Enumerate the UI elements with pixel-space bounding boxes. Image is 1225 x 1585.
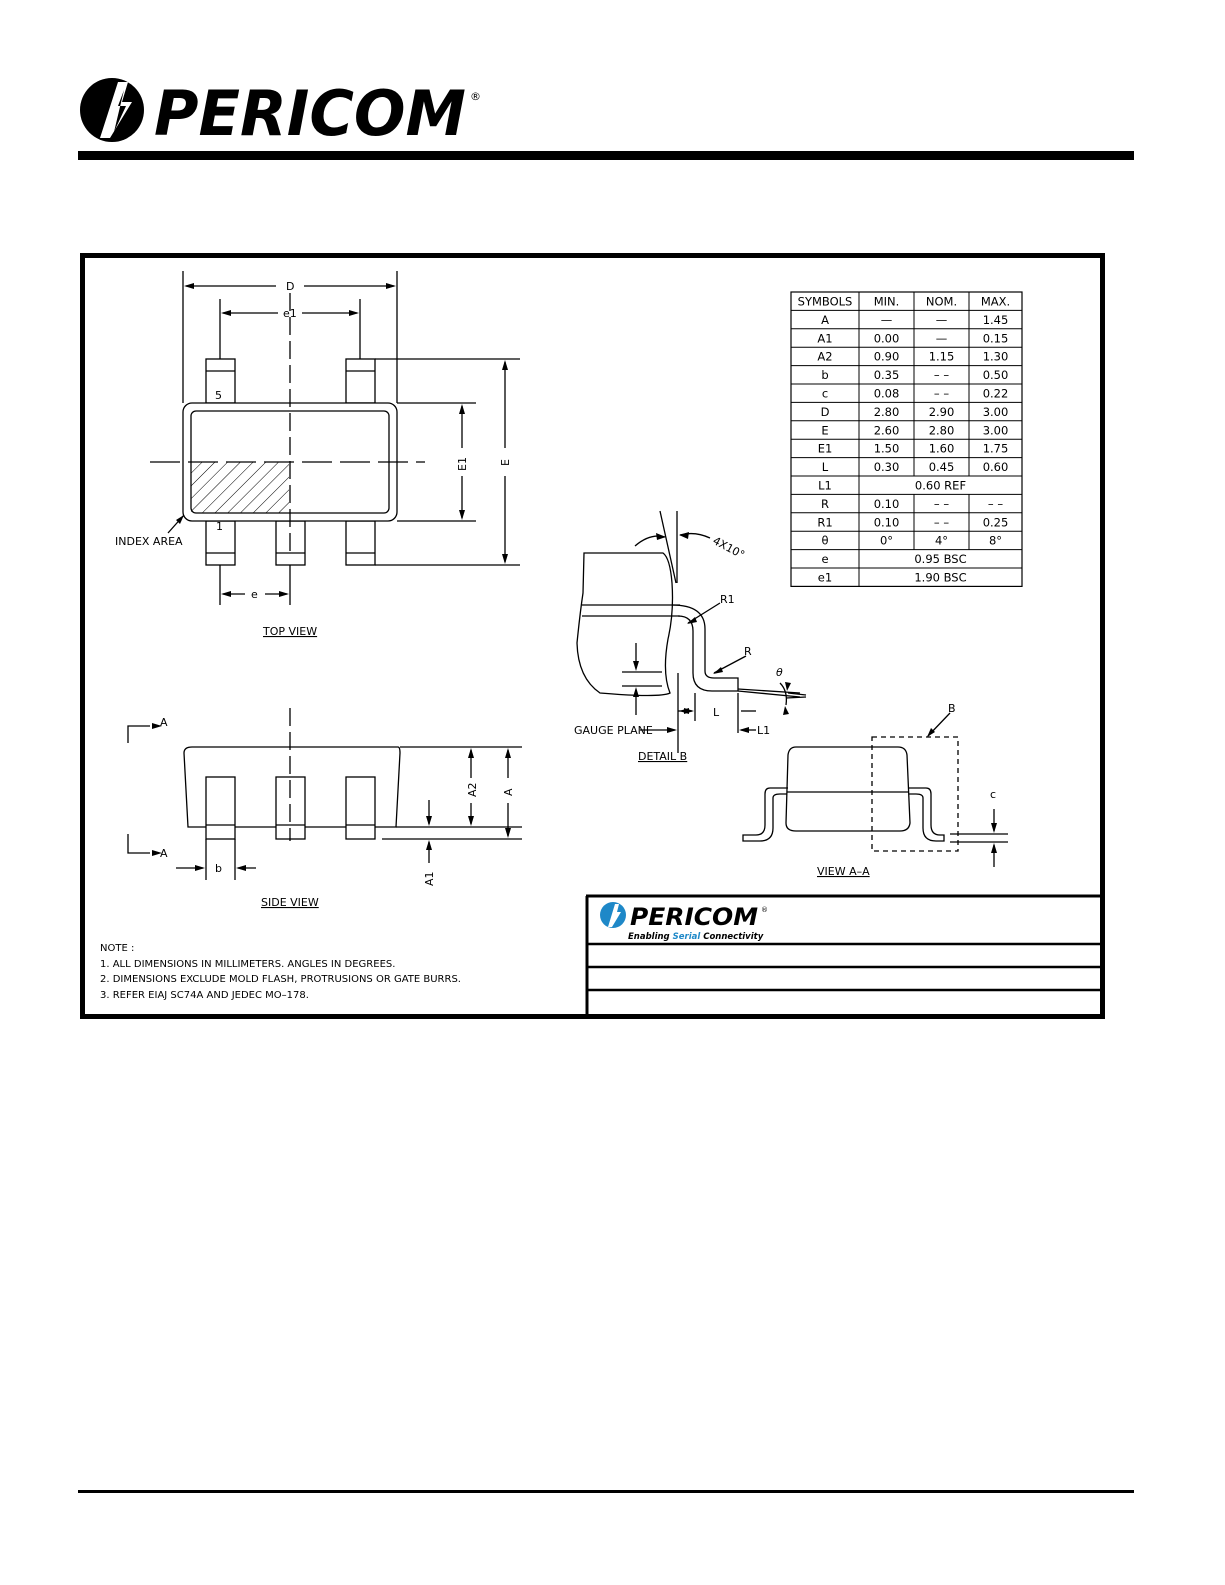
table-cell: 0.60 REF	[914, 478, 967, 493]
table-cell: A	[821, 312, 829, 327]
table-header-cell: NOM.	[925, 294, 958, 309]
table-cell: 0.00	[873, 331, 900, 346]
table-cell: 1.50	[873, 441, 900, 456]
table-header-cell: SYMBOLS	[797, 294, 853, 309]
table-cell: – –	[933, 515, 950, 530]
table-cell: 0.10	[873, 496, 900, 511]
table-cell: 0.60	[982, 460, 1009, 475]
notes-heading: NOTE :	[100, 943, 135, 954]
package-drawing	[80, 253, 1105, 1019]
table-cell: 0.50	[982, 368, 1009, 383]
table-cell: – –	[933, 386, 950, 401]
table-cell: 1.30	[982, 349, 1009, 364]
top-view	[150, 271, 520, 605]
table-cell: – –	[933, 496, 950, 511]
header-brand: PERICOM	[154, 77, 466, 146]
index-area-label: INDEX AREA	[115, 535, 183, 548]
table-cell: 2.90	[928, 404, 955, 419]
table-cell: 1.90 BSC	[914, 570, 967, 585]
dim-E1: E1	[456, 457, 469, 471]
table-cell: 0.10	[873, 515, 900, 530]
section-a-bottom: A	[160, 847, 168, 860]
dim-L1: L1	[757, 724, 771, 737]
table-cell: R1	[817, 515, 833, 530]
dim-A1: A1	[423, 871, 436, 886]
table-cell: 1.75	[982, 441, 1009, 456]
detail-b	[577, 511, 806, 753]
detail-angle: 4X10°	[710, 534, 747, 562]
title-block-brand: PERICOM	[630, 903, 759, 931]
label-R: R	[744, 645, 752, 658]
table-cell: 0.22	[982, 386, 1009, 401]
label-R1: R1	[720, 593, 735, 606]
table-cell: e1	[817, 570, 833, 585]
table-cell: 0.90	[873, 349, 900, 364]
table-cell: 1.45	[982, 312, 1009, 327]
section-a-top: A	[160, 716, 168, 729]
note-line: 2. DIMENSIONS EXCLUDE MOLD FLASH, PROTRUSIONS OR GATE BURRS.	[100, 974, 461, 985]
table-cell: 1.15	[928, 349, 955, 364]
table-cell: – –	[987, 496, 1004, 511]
side-view	[128, 708, 522, 880]
table-cell: 4°	[934, 533, 949, 548]
table-cell: 0.35	[873, 368, 900, 383]
dim-c: c	[990, 788, 997, 801]
detail-b-title: DETAIL B	[638, 750, 688, 763]
table-cell: 0.30	[873, 460, 900, 475]
note-line: 3. REFER EIAJ SC74A AND JEDEC MO–178.	[100, 990, 309, 1001]
table-cell: 8°	[988, 533, 1003, 548]
pin-5-label: 5	[215, 389, 222, 402]
table-cell: A1	[817, 331, 833, 346]
title-block-registered: ®	[761, 906, 768, 914]
dim-e: e	[251, 588, 258, 601]
table-cell: 0.45	[928, 460, 955, 475]
dim-D: D	[286, 280, 295, 293]
gauge-plane-label: GAUGE PLANE	[574, 724, 653, 737]
table-cell: 2.80	[873, 404, 900, 419]
table-header-cell: MAX.	[980, 294, 1011, 309]
table-cell: 1.60	[928, 441, 955, 456]
table-cell: 0.25	[982, 515, 1009, 530]
table-header-cell: MIN.	[873, 294, 900, 309]
pericom-header-logo	[78, 76, 498, 146]
pericom-emblem-icon	[80, 78, 144, 142]
table-cell: e	[821, 552, 829, 567]
view-aa	[743, 713, 1008, 867]
title-block-tagline: Enabling Serial Connectivity	[628, 932, 764, 942]
table-cell: R	[821, 496, 829, 511]
table-cell: D	[820, 404, 830, 419]
header-registered-mark: ®	[470, 90, 481, 103]
table-cell: 3.00	[982, 423, 1009, 438]
label-theta: θ	[776, 666, 783, 679]
table-cell: —	[935, 331, 948, 346]
table-cell: 3.00	[982, 404, 1009, 419]
dim-A: A	[502, 788, 515, 796]
label-B: B	[948, 702, 956, 715]
header-rule	[78, 151, 1134, 160]
table-cell: 2.80	[928, 423, 955, 438]
dimension-table	[791, 292, 1022, 586]
table-cell: 0.08	[873, 386, 900, 401]
table-cell: E1	[817, 441, 833, 456]
table-cell: 0°	[879, 533, 894, 548]
dim-e1: e1	[283, 307, 297, 320]
table-cell: 2.60	[873, 423, 900, 438]
note-line: 1. ALL DIMENSIONS IN MILLIMETERS. ANGLES IN DEGREES.	[100, 959, 396, 970]
table-cell: c	[821, 386, 829, 401]
table-cell: θ	[821, 533, 829, 548]
view-aa-title: VIEW A–A	[817, 865, 870, 878]
pin-1-label: 1	[216, 520, 223, 533]
side-view-title: SIDE VIEW	[261, 896, 319, 909]
table-cell: A2	[817, 349, 833, 364]
table-cell: b	[821, 368, 829, 383]
table-cell: L	[821, 460, 829, 475]
dim-A2: A2	[466, 782, 479, 797]
dim-b: b	[215, 862, 222, 875]
top-view-title: TOP VIEW	[263, 625, 318, 638]
table-cell: E	[821, 423, 829, 438]
pericom-small-emblem-icon	[600, 902, 626, 928]
table-cell: L1	[818, 478, 832, 493]
table-cell: —	[935, 312, 948, 327]
table-cell: —	[880, 312, 893, 327]
dim-E: E	[499, 459, 512, 466]
table-cell: 0.95 BSC	[914, 552, 967, 567]
table-cell: 0.15	[982, 331, 1009, 346]
dim-L: L	[713, 706, 720, 719]
table-cell: – –	[933, 368, 950, 383]
footer-rule	[78, 1490, 1134, 1493]
